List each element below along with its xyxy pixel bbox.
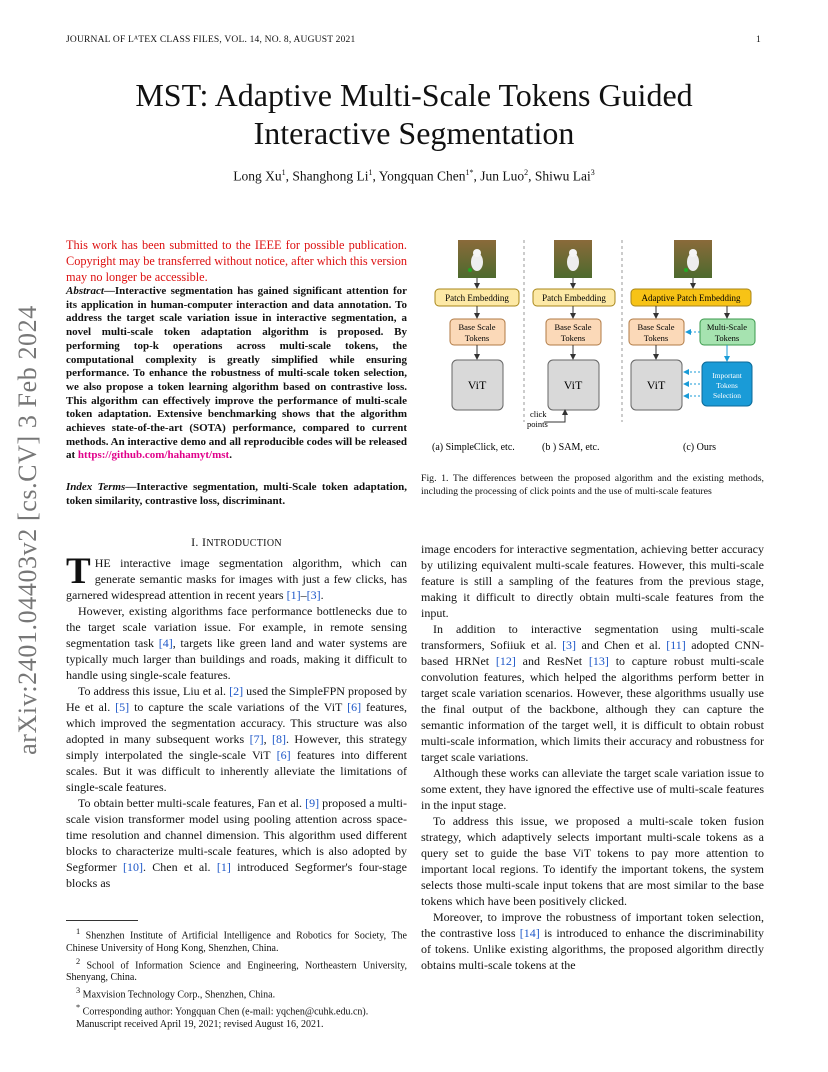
paragraph-text: Moreover, to improve the robustness of important token selection, the contrastive loss bbox=[421, 910, 764, 940]
citation-link[interactable]: [12] bbox=[495, 654, 516, 668]
paragraph-text: . bbox=[320, 588, 324, 602]
running-header: JOURNAL OF LᴬTEX CLASS FILES, VOL. 14, NO. 8, AUGUST 2021 bbox=[66, 35, 356, 45]
author-name: Yongquan Chen bbox=[378, 168, 466, 184]
tokens-label: Tokens bbox=[643, 333, 669, 343]
right-paragraph-3: Although these works can alleviate the target scale variation issue to some extent, they have ignored the effective use of multi-scale features in the input stage. bbox=[421, 766, 764, 812]
paragraph-text: In addition to interactive segmentation using multi-scale transformers, Sofiiuk et al. bbox=[421, 622, 764, 652]
intro-paragraph-2 bbox=[66, 603, 407, 683]
click-label: click bbox=[530, 409, 547, 419]
right-paragraph-5 bbox=[421, 909, 764, 973]
author-name: Shiwu Lai bbox=[534, 168, 591, 184]
title-line-2: Interactive Segmentation bbox=[253, 115, 575, 151]
goat-image-thumbnail-a bbox=[458, 240, 496, 278]
goat-image-thumbnail-b bbox=[554, 240, 592, 278]
paper-title bbox=[66, 76, 762, 152]
index-terms bbox=[66, 481, 407, 508]
paragraph-text: , targets like green land and water systems are typically much larger than buildings and roads, making it difficult to handle using single-scale features. bbox=[66, 636, 407, 682]
tokens-label: Tokens bbox=[714, 333, 740, 343]
tokens-label: Tokens bbox=[464, 333, 490, 343]
citation-link[interactable]: [6] bbox=[276, 748, 291, 762]
selection-label: Selection bbox=[713, 391, 741, 400]
paragraph-text: introduced Segformer's four-stage blocks as bbox=[66, 860, 408, 890]
index-terms-text: —Interactive segmentation, multi-Scale token adaptation, token similarity, contrastive loss, discriminant. bbox=[66, 481, 407, 507]
manuscript-dates: Manuscript received April 19, 2021; revised August 16, 2021. bbox=[76, 1018, 324, 1030]
abstract-text: —Interactive segmentation has gained significant attention for its application in human-computer interaction and data annotation. To address the target scale variation issue in interactive segmentation, a novel multi-scale token adaptation algorithm is proposed. By performing top-k operations across multi-scale tokens, the computational complexity is greatly simplified while ensuring performance. To enhance the robustness of multi-scale token selection, we also propose a token learning algorithm based on contrastive loss. This algorithm can effectively improve the performance of multi-scale token adaptation. Extensive benchmarking shows that the algorithm achieves state-of-the-art (SOTA) performance, compared to current methods. An interactive demo and all reproducible codes will be released at bbox=[66, 285, 407, 462]
footnotes bbox=[66, 926, 407, 1031]
paragraph-text: to capture robust multi-scale convolution features, which helped the algorithms perform better in target scale variation scenarios. However, these algorithms usually use the final output of the backbone, although they can capture the semantic information of the target well, it is difficult to obtain robust multi-scale information, which limits their accuracy and robustness for target scale variations. bbox=[421, 654, 764, 764]
title-line-1: MST: Adaptive Multi-Scale Tokens Guided bbox=[135, 77, 693, 113]
right-column bbox=[421, 541, 764, 973]
citation-link[interactable]: [7] bbox=[249, 732, 264, 746]
citation-link[interactable]: [13] bbox=[588, 654, 609, 668]
paragraph-text: and Chen et al. bbox=[576, 638, 667, 652]
paragraph-text: proposed a multi-scale vision transformer model using pooling attention across space-time resolution and channel dimension. This algorithm used different blocks to characterize multi-scale features, which is also adopted by Segformer bbox=[66, 796, 407, 874]
citation-link[interactable]: [11] bbox=[666, 638, 686, 652]
drop-cap: T bbox=[66, 551, 91, 592]
footnote-marker: 1 bbox=[76, 927, 81, 936]
paragraph-text: . However, this strategy simply interpolated the single-scale ViT bbox=[66, 732, 408, 762]
footnote-rule bbox=[66, 920, 138, 921]
figure-1-diagram bbox=[420, 232, 766, 460]
right-paragraph-4: To address this issue, we proposed a multi-scale token fusion strategy, which adaptively selects important multi-scale tokens as a query set to guide the base ViT tokens to pay more attention to important local regions. To identify the important tokens, the system selects those multi-scale input tokens that are most similar to the base tokens which have been positively clicked. bbox=[421, 814, 764, 908]
author-affil: 2 bbox=[524, 168, 529, 177]
section-rest: NTRODUCTION bbox=[206, 538, 282, 549]
paragraph-text: features, which improved the segmentation accuracy. This structure was also adopted in many subsequent works bbox=[66, 700, 408, 746]
adaptive-patch-embedding-label: Adaptive Patch Embedding bbox=[641, 293, 741, 303]
subfigure-label-a: (a) SimpleClick, etc. bbox=[432, 442, 515, 453]
author-affil: 1 bbox=[368, 168, 373, 177]
figure-1-caption: Fig. 1. The differences between the proposed algorithm and the existing methods, including the processing of click points and the use of multi-scale features bbox=[421, 473, 764, 497]
author-list: Long Xu$^1$, Shanghong Li$^1$, Yongquan Chen$^{1*}$, Jun Luo$^2$, Shiwu Lai$^3$ bbox=[233, 168, 595, 184]
goat-image-thumbnail-c bbox=[674, 240, 712, 278]
abstract bbox=[66, 285, 407, 463]
citation-link[interactable]: [1] bbox=[216, 860, 231, 874]
tokens-label: Tokens bbox=[716, 381, 738, 390]
author-affil: 3 bbox=[590, 168, 595, 177]
section-numeral: I. bbox=[191, 535, 199, 549]
important-label: Important bbox=[712, 371, 742, 380]
citation-link[interactable]: [9] bbox=[305, 796, 320, 810]
paragraph-text: adopted CNN-based HRNet bbox=[421, 638, 764, 668]
points-label: points bbox=[527, 419, 548, 429]
figure-1 bbox=[420, 232, 766, 460]
paragraph-text: , bbox=[263, 732, 273, 746]
paragraph-text: To address this issue, Liu et al. bbox=[78, 684, 230, 698]
author-affil: 1 bbox=[281, 168, 286, 177]
footnote-2 bbox=[66, 956, 407, 986]
author-name: Long Xu bbox=[233, 168, 282, 184]
author-affil: 1* bbox=[465, 168, 474, 177]
citation-link[interactable]: [5] bbox=[115, 700, 130, 714]
citation-link[interactable]: [1] bbox=[286, 588, 301, 602]
intro-paragraph-4 bbox=[66, 795, 407, 891]
citation-link[interactable]: [4] bbox=[158, 636, 173, 650]
arxiv-id: arXiv:2401.04403v2 [cs.CV] 3 Feb 2024 bbox=[13, 305, 42, 755]
citation-link[interactable]: [8] bbox=[272, 732, 287, 746]
citation-link[interactable]: [3] bbox=[562, 638, 577, 652]
citation-link[interactable]: [2] bbox=[229, 684, 244, 698]
vit-label: ViT bbox=[467, 378, 487, 392]
paragraph-text: used the SimpleFPN proposed by He et al. bbox=[66, 684, 407, 714]
base-scale-label: Base Scale bbox=[458, 322, 496, 332]
section-heading bbox=[66, 535, 407, 550]
paragraph-text: However, existing algorithms face performance bottlenecks due to the target scale variation issue. For example, in remote sensing segmentation task bbox=[66, 604, 407, 650]
paragraph-text: to capture the scale variations of the ViT bbox=[129, 700, 348, 714]
paragraph-text: – bbox=[300, 588, 307, 602]
right-paragraph-2 bbox=[421, 621, 764, 765]
arxiv-stamp bbox=[8, 295, 48, 765]
author-name: Jun Luo bbox=[480, 168, 525, 184]
footnote-text: School of Information Science and Engineering, Northeastern University, Shenyang, China. bbox=[66, 959, 407, 984]
intro-left-column bbox=[66, 551, 408, 891]
footnote-text: Maxvision Technology Corp., Shenzhen, China. bbox=[82, 989, 276, 1001]
base-scale-label: Base Scale bbox=[637, 322, 675, 332]
citation-link[interactable]: [6] bbox=[347, 700, 362, 714]
abstract-end: . bbox=[229, 449, 232, 462]
paragraph-text: HE interactive image segmentation algorithm, which can generate semantic masks for images with just a few clicks, has garnered widespread attention in recent years bbox=[66, 556, 407, 602]
page-number: 1 bbox=[756, 35, 761, 45]
citation-link[interactable]: [10] bbox=[122, 860, 143, 874]
code-link[interactable]: https://github.com/hahamyt/mst bbox=[77, 449, 230, 462]
subfigure-label-c: (c) Ours bbox=[683, 442, 717, 453]
subfigure-label-b: (b ) SAM, etc. bbox=[542, 442, 600, 453]
base-scale-label: Base Scale bbox=[554, 322, 592, 332]
paragraph-text: To obtain better multi-scale features, Fan et al. bbox=[78, 796, 306, 810]
paragraph-text: features into different scales. But it was difficult to inherently alleviate the limitations of single-scale features. bbox=[66, 748, 408, 794]
footnote-text: Corresponding author: Yongquan Chen (e-mail: yqchen@cuhk.edu.cn). bbox=[82, 1006, 369, 1018]
index-terms-label: Index Terms bbox=[66, 481, 126, 493]
tokens-label: Tokens bbox=[560, 333, 586, 343]
author-name: Shanghong Li bbox=[292, 168, 369, 184]
footnote-marker: * bbox=[76, 1002, 81, 1012]
paragraph-text: and ResNet bbox=[515, 654, 589, 668]
abstract-label: Abstract bbox=[66, 285, 104, 297]
patch-embedding-label-b: Patch Embedding bbox=[542, 293, 606, 303]
citation-link[interactable]: [3] bbox=[306, 588, 321, 602]
paragraph-text: is introduced to enhance the discriminability of tokens. Unlike existing algorithms, the proposed algorithm directly obtains multi-scale tokens at the bbox=[421, 926, 765, 972]
copyright-notice: This work has been submitted to the IEEE for possible publication. Copyright may be transferred without notice, after which this version may no longer be accessible. bbox=[66, 238, 407, 284]
footnote-3 bbox=[66, 985, 407, 1002]
footnote-text: Shenzhen Institute of Artificial Intelligence and Robotics for Society, The Chinese University of Hong Kong, Shenzhen, China. bbox=[66, 930, 407, 954]
footnote-marker: 3 bbox=[76, 986, 81, 996]
patch-embedding-label-a: Patch Embedding bbox=[445, 293, 509, 303]
footnote-marker: 2 bbox=[76, 956, 81, 966]
footnote-1 bbox=[66, 926, 407, 956]
vit-label: ViT bbox=[646, 378, 666, 392]
right-paragraph-1: image encoders for interactive segmentation, achieving better accuracy by utilizing equivalent multi-scale features. However, this multi-scale feature is still a sampling of the features from the previous stage, making it difficult to directly obtain multi-scale features from the input. bbox=[421, 542, 764, 620]
section-first-letter: I bbox=[202, 535, 207, 549]
citation-link[interactable]: [14] bbox=[519, 926, 540, 940]
multi-scale-label: Multi-Scale bbox=[706, 322, 748, 332]
intro-paragraph-1 bbox=[66, 551, 407, 603]
intro-paragraph-3 bbox=[66, 683, 407, 795]
vit-label: ViT bbox=[563, 378, 583, 392]
footnote-4 bbox=[66, 1002, 407, 1019]
paragraph-text: . Chen et al. bbox=[142, 860, 217, 874]
